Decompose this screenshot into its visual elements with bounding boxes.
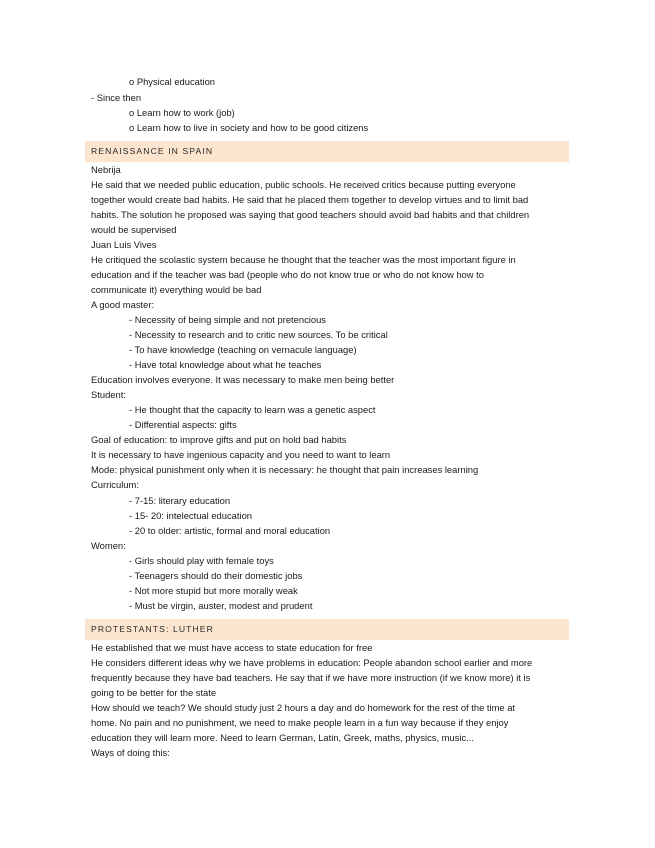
label: Student: xyxy=(91,389,126,400)
paragraph-line: It is necessary to have ingenious capacity and you need to want to learn xyxy=(91,449,391,460)
label: A good master: xyxy=(91,299,155,310)
paragraph-line: going to be better for the state xyxy=(91,687,217,698)
list-item: - Teenagers should do their domestic jobs xyxy=(129,570,303,581)
paragraph-line: Ways of doing this: xyxy=(91,747,170,758)
list-item: - 20 to older: artistic, formal and moral education xyxy=(129,525,331,536)
list-item: - Not more stupid but more morally weak xyxy=(129,585,298,596)
paragraph-line: Education involves everyone. It was necessary to make men being better xyxy=(91,374,395,385)
paragraph-line: Goal of education: to improve gifts and put on hold bad habits xyxy=(91,434,347,445)
paragraph-line: He critiqued the scolastic system because he thought that the teacher was the most important figure in xyxy=(91,254,516,265)
list-item: - To have knowledge (teaching on vernacule language) xyxy=(129,344,357,355)
paragraph-line: communicate it) everything would be bad xyxy=(91,284,262,295)
list-item: o Physical education xyxy=(129,76,215,87)
list-item: - Necessity of being simple and not pretencious xyxy=(129,314,326,325)
list-item: - He thought that the capacity to learn was a genetic aspect xyxy=(129,404,376,415)
list-item: - Must be virgin, auster, modest and prudent xyxy=(129,600,313,611)
list-item: - Have total knowledge about what he teaches xyxy=(129,359,322,370)
paragraph-line: would be supervised xyxy=(91,224,177,235)
list-item: - 7-15: literary education xyxy=(129,495,231,506)
paragraph-line: He said that we needed public education, public schools. He received critics because putting everyone xyxy=(91,179,516,190)
list-item: - 15- 20: intelectual education xyxy=(129,510,252,521)
list-item: - Necessity to research and to critic new sources. To be critical xyxy=(129,329,388,340)
section-heading-band xyxy=(85,141,569,162)
paragraph-line: He established that we must have access to state education for free xyxy=(91,642,373,653)
paragraph-line: education and if the teacher was bad (people who do not know true or who do not know how to xyxy=(91,269,484,280)
list-item: o Learn how to work (job) xyxy=(129,107,235,118)
paragraph-line: education they will learn more. Need to learn German, Latin, Greek, maths, physics, music... xyxy=(91,732,474,743)
list-item: o Learn how to live in society and how to be good citizens xyxy=(129,122,369,133)
label: Women: xyxy=(91,540,126,551)
paragraph-line: He considers different ideas why we have problems in education: People abandon school earlier and more xyxy=(91,657,533,668)
paragraph-line: habits. The solution he proposed was saying that good teachers should avoid bad habits and that children xyxy=(91,209,530,220)
paragraph-line: home. No pain and no punishment, we need to make people learn in a fun way because if they enjoy xyxy=(91,717,509,728)
list-item: - Since then xyxy=(91,92,142,103)
list-item: - Differential aspects: gifts xyxy=(129,419,237,430)
subheading: Juan Luis Vives xyxy=(91,239,157,250)
label: Curriculum: xyxy=(91,479,139,490)
paragraph-line: How should we teach? We should study just 2 hours a day and do homework for the rest of the time at xyxy=(91,702,516,713)
paragraph-line: Mode: physical punishment only when it is necessary: he thought that pain increases learning xyxy=(91,464,479,475)
paragraph-line: together would create bad habits. He said that he placed them together to develop virtues and to limit bad xyxy=(91,194,529,205)
list-item: - Girls should play with female toys xyxy=(129,555,274,566)
section-heading: RENAISSANCE IN SPAIN xyxy=(91,146,214,156)
paragraph-line: frequently because they have bad teachers. He say that if we have more instruction (if we know more) it is xyxy=(91,672,531,683)
section-heading: PROTESTANTS: LUTHER xyxy=(91,624,214,634)
subheading: Nebrija xyxy=(91,164,121,175)
section-heading-band xyxy=(85,619,569,640)
